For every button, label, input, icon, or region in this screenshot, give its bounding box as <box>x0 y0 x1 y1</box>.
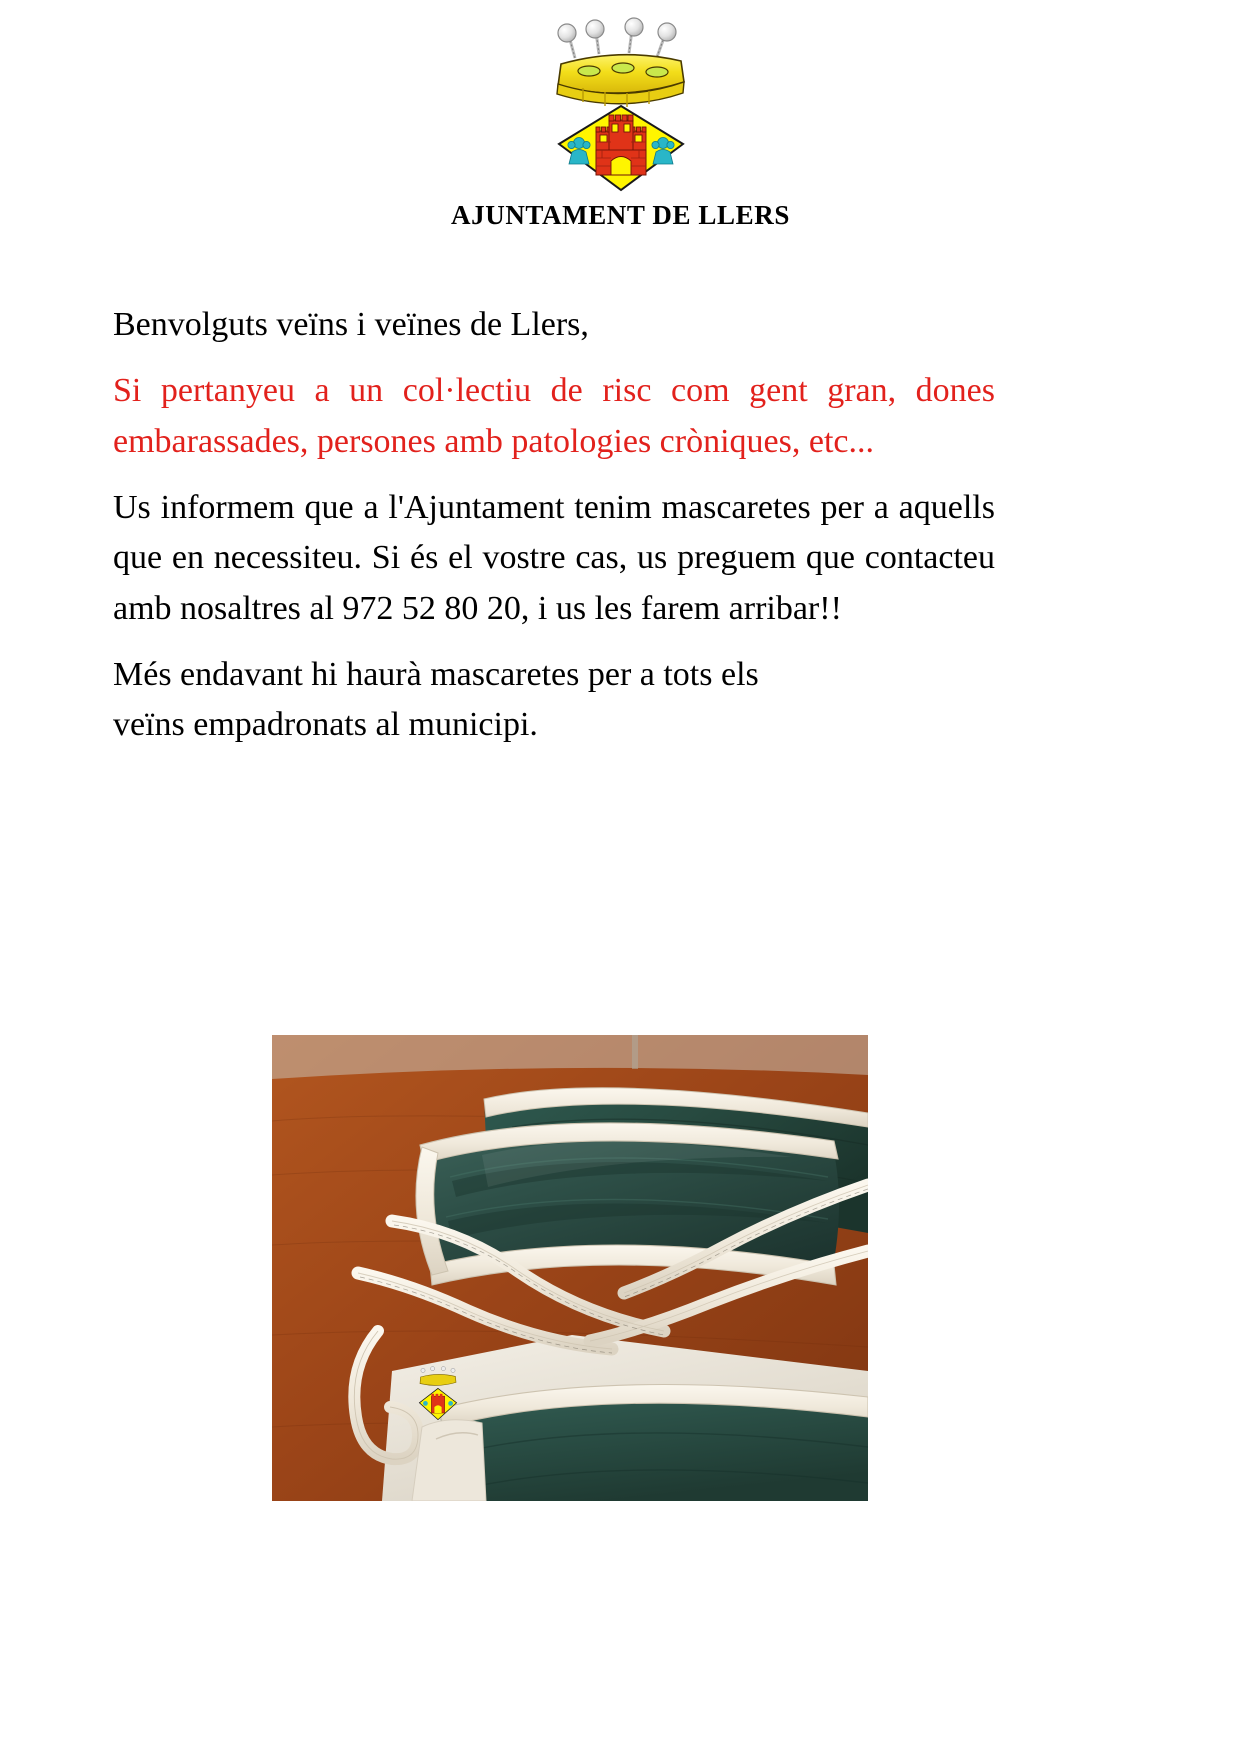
future-distribution-line-1: Més endavant hi haurà mascaretes per a tots els <box>113 655 759 693</box>
page-title: AJUNTAMENT DE LLERS <box>451 200 790 230</box>
risk-group-warning-paragraph: Si pertanyeu a un col·lectiu de risc com gent gran, dones embarassades, persones amb patologies cròniques, etc... <box>113 372 995 460</box>
greeting-paragraph: Benvolguts veïns i veïnes de Llers, <box>113 306 589 343</box>
masks-photo-illustration <box>272 1035 868 1501</box>
announcement-body <box>113 300 995 751</box>
mask-availability-paragraph: Us informem que a l'Ajuntament tenim mascaretes per a aquells que en necessiteu. Si és el vostre cas, us preguem que contacteu amb nosaltres al 972 52 80 20, i us les farem arribar!! <box>113 488 995 627</box>
document-header <box>0 0 1241 229</box>
masks-photo <box>272 1035 868 1501</box>
coat-of-arms-icon <box>501 14 741 196</box>
shield-lozenge-graphic <box>559 106 683 190</box>
crown-graphic <box>557 18 684 107</box>
future-distribution-line-2: veïns empadronats al municipi. <box>113 706 538 744</box>
future-distribution-paragraph <box>113 650 995 751</box>
